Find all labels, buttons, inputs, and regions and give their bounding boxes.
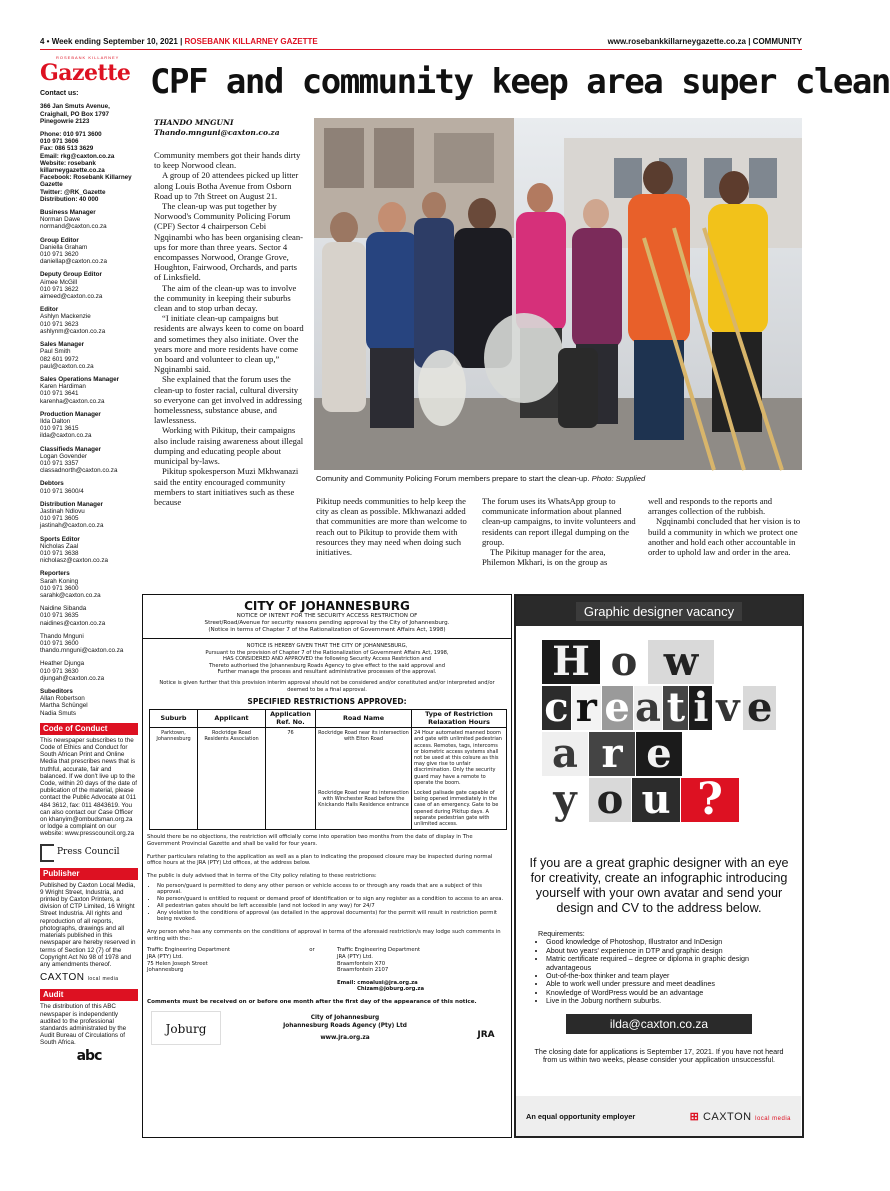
staff-entry bbox=[40, 446, 138, 475]
notice-title: CITY OF JOHANNESBURG bbox=[244, 599, 410, 613]
notice-given-1: NOTICE IS HEREBY GIVEN THAT THE CITY OF JOHANNESBURG, bbox=[246, 643, 408, 649]
masthead-sidebar bbox=[40, 55, 138, 1166]
ad-caxton-logo bbox=[690, 1110, 791, 1123]
paper-name: ROSEBANK KILLARNEY GAZETTE bbox=[184, 36, 318, 46]
requirement-item: • Out-of-the-box thinker and team player bbox=[546, 972, 780, 980]
ransom-letter: a bbox=[542, 732, 588, 776]
author-email[interactable]: Thando.mnguni@caxton.co.za bbox=[154, 128, 280, 137]
ransom-letter: i bbox=[689, 686, 712, 730]
ransom-letter: w bbox=[648, 640, 714, 684]
contact-details: Phone: 010 971 3600 010 971 3606 Fax: 086 513 3629 Email: rkg@caxton.co.za Website: rosebank killarneygazette.co.za Facebook: Rosebank Killarney Gazette Twitter: @RK_Gazette Distribution: 40 000 bbox=[40, 131, 132, 203]
staff-info: Logan Govender 010 971 3357 classadnorth@caxton.co.za bbox=[40, 452, 118, 475]
address-1: Traffic Engineering Department JRA (PTY) Ltd. 75 Helen Joseph Street Johannesburg bbox=[147, 947, 231, 974]
ad-requirements bbox=[516, 930, 802, 1006]
email-1[interactable]: Email: cmoalusi@jra.org.za bbox=[337, 979, 418, 986]
staff-entry bbox=[40, 501, 138, 530]
ransom-letters-headline bbox=[542, 640, 776, 846]
ransom-letter: v bbox=[713, 686, 742, 730]
publisher-text: Published by Caxton Local Media, 9 Wright Street, Industria, and printed by Caxton Printers, a division of CTP Limited, 16 Wright Street Industria. All rights and reproduction of all reports, photographs, drawings and all materials published in this newspaper are hereby reserved in terms of Section 12 (7) of the Copyright Act No 98 of 1978 and any amendments thereof. bbox=[40, 881, 136, 968]
staff-info: Ashlyn Mackenzie 010 971 3623 ashlynm@caxton.co.za bbox=[40, 313, 106, 335]
caption-text: Comunity and Community Policing Forum members prepare to start the clean-up. bbox=[316, 474, 590, 483]
staff-entry bbox=[40, 376, 138, 405]
article-paragraph: Working with Pikitup, their campaigns also include raising awareness about illegal dumping and educating people about municipal by-laws. bbox=[154, 425, 304, 467]
footer-url[interactable]: www.jra.org.za bbox=[320, 1034, 370, 1041]
article-paragraph: Community members got their hands dirty to keep Norwood clean. bbox=[154, 150, 301, 171]
letters-line bbox=[542, 732, 776, 776]
email-2[interactable]: Chizam@joburg.org.za bbox=[357, 986, 425, 993]
staff-entry bbox=[40, 688, 138, 717]
th-suburb: Suburb bbox=[150, 710, 198, 728]
staff-info: Sarah Koning 010 971 3600 sarahk@caxton.co.za bbox=[40, 577, 101, 599]
caxton-logo-sub: local media bbox=[87, 976, 119, 983]
staff-role: Sales Operations Manager bbox=[40, 375, 120, 383]
author-name: THANDO MNGUNI bbox=[154, 118, 234, 127]
cell-ref: 76 bbox=[266, 728, 316, 788]
staff-role: Business Manager bbox=[40, 209, 96, 217]
cell-empty bbox=[266, 788, 316, 830]
section-name: COMMUNITY bbox=[752, 36, 802, 46]
page-header bbox=[40, 34, 802, 48]
logo-subtitle: ROSEBANK KILLARNEY bbox=[56, 55, 120, 60]
staff-entry bbox=[40, 536, 138, 565]
notice-bullet: • Any violation to the conditions of approval (as detailed in the approval documents) for the permit will result in restriction permit being revoked. bbox=[157, 910, 507, 923]
jra-logo: JRA bbox=[477, 1029, 495, 1040]
cleanup-group-photo bbox=[314, 118, 802, 470]
ad-closing: The closing date for applications is September 17, 2021. If you have not heard from us within two weeks, please consider your application unsuccessful. bbox=[534, 1046, 784, 1065]
notice-sub-2: Street/Road/Avenue for security reasons pending approval by the City of Johannesburg. bbox=[204, 620, 450, 626]
th-ref: Application Ref. No. bbox=[266, 710, 316, 728]
requirement-item: • Matric certificate required – degree or diploma in graphic design advantageous bbox=[546, 955, 780, 972]
staff-role: Subeditors bbox=[40, 688, 73, 696]
ad-banner-text: Graphic designer vacancy bbox=[576, 602, 742, 621]
header-rule bbox=[40, 49, 802, 50]
table-header-row bbox=[150, 710, 507, 728]
staff-info: Allan Robertson Martha Schüngel Nadia Smuts bbox=[40, 695, 88, 717]
staff-info: Paul Smith 082 601 9972 paul@caxton.co.za bbox=[40, 348, 94, 370]
notice-addresses bbox=[143, 947, 511, 993]
article-paragraph: The Pikitup manager for the area, Philemon Mkhari, is on the group as bbox=[482, 547, 608, 568]
address-2: Traffic Engineering Department JRA (PTY) Ltd. Braamfontein X70 Braamfontein 2107 bbox=[337, 947, 421, 974]
req-list bbox=[546, 938, 780, 1005]
audit-heading: Audit bbox=[40, 989, 138, 1001]
article-paragraph: She explained that the forum uses the clean-up to foster racial, cultural diversity so everyone can get involved in addressing homelessness, substance abuse, and lawlessness. bbox=[154, 374, 302, 426]
staff-info: Heather Djunga 010 971 3630 djungah@caxton.co.za bbox=[40, 660, 105, 682]
notice-p3: The public is duly advised that in terms of the City policy relating to these restrictions: bbox=[147, 873, 377, 880]
staff-entry bbox=[40, 306, 138, 335]
staff-info: 010 971 3600/4 bbox=[40, 487, 84, 495]
press-council-icon bbox=[40, 844, 54, 862]
article-paragraph: Ngqinambi concluded that her vision is to build a community in which we protect one another and hold each other accountable in order to uphold law and order in the area. bbox=[648, 516, 801, 558]
footer-org: City of Johannesburg bbox=[310, 1014, 380, 1021]
cell-suburb: Parktown, Johannesburg bbox=[150, 728, 198, 788]
notice-sub-3: (Notice in terms of Chapter 7 of the Rationalization of Government Affairs Act, 1998) bbox=[208, 627, 446, 633]
footer-agency: Johannesburg Roads Agency (Pty) Ltd bbox=[283, 1022, 407, 1029]
staff-entry bbox=[40, 480, 138, 494]
article-photo bbox=[314, 118, 802, 470]
cell-road-2: Rockridge Road near its intersection with Winchester Road before the Knickando Halls Residence entrance bbox=[316, 788, 412, 830]
vacancy-ad bbox=[514, 594, 804, 1138]
staff-list bbox=[40, 209, 138, 717]
staff-role: Editor bbox=[40, 306, 59, 314]
staff-role: Deputy Group Editor bbox=[40, 271, 102, 279]
restrictions-table bbox=[149, 709, 507, 830]
article-column-2 bbox=[316, 496, 472, 586]
letters-line bbox=[542, 640, 776, 684]
notice-p4: Any person who has any comments on the conditions of approval in terms of the aforesaid restriction/s may lodge such comments in writing with the:- bbox=[147, 928, 501, 942]
notice-given-4: Thereto authorised the Johannesburg Roads Agency to give effect to the said approval and bbox=[208, 662, 446, 669]
ransom-letter: H bbox=[542, 640, 600, 684]
requirement-item: • Able to work well under pressure and meet deadlines bbox=[546, 980, 780, 988]
requirement-item: • Live in the Joburg northern suburbs. bbox=[546, 997, 780, 1005]
staff-role: Classifieds Manager bbox=[40, 445, 101, 453]
gazette-logo: Gazette bbox=[40, 60, 131, 87]
notice-given-3: HAS CONSIDERED AND APPROVED the following Security Access Restriction and bbox=[222, 656, 432, 663]
ransom-letter: r bbox=[572, 686, 601, 730]
staff-entry bbox=[40, 605, 138, 627]
article-paragraph: Pikitup needs communities to help keep the city as clean as possible. Mkhwanazi added that communities are more than welcome to reach out to Pikitup to provide them with resources they may need when doing such initiatives. bbox=[316, 496, 467, 558]
header-left: 4 • Week ending September 10, 2021 | ROSEBANK KILLARNEY GAZETTE bbox=[40, 36, 318, 46]
staff-info: Aimee McGill 010 971 3622 aimeed@caxton.co.za bbox=[40, 278, 103, 301]
requirement-item: • Good knowledge of Photoshop, Illustrator and InDesign bbox=[546, 938, 780, 946]
caxton-mark-icon: ⊞ bbox=[689, 1110, 700, 1123]
ad-caxton-sub: local media bbox=[755, 1115, 791, 1122]
table-row bbox=[150, 728, 507, 788]
cell-applicant: Rockridge Road Residents Association bbox=[198, 728, 266, 788]
notice-sub-1: NOTICE OF INTENT FOR THE SECURITY ACCESS RESTRICTION OF bbox=[236, 613, 418, 619]
article-paragraph: well and responds to the reports and arranges collection of the rubbish. bbox=[648, 496, 773, 517]
ransom-letter: r bbox=[589, 732, 635, 776]
staff-entry bbox=[40, 237, 138, 266]
staff-role: Sports Editor bbox=[40, 535, 80, 543]
cell-type-2: Locked palisade gate capable of being opened immediately in the case of an emergency. Gate to be opened during Pikitup days. A separate pedestrian gate with unlimited access. bbox=[412, 788, 507, 830]
staff-role: Production Manager bbox=[40, 410, 101, 418]
staff-entry bbox=[40, 660, 138, 682]
notice-interim: Notice is given further that this provision interim approval should not be considered and/or constituted and/or interpreted and/or deemed to be a final approval. bbox=[159, 679, 495, 693]
ad-email[interactable]: ilda@caxton.co.za bbox=[566, 1014, 752, 1034]
ransom-letter: c bbox=[542, 686, 571, 730]
notice-given bbox=[143, 643, 511, 676]
staff-entry bbox=[40, 271, 138, 300]
byline bbox=[154, 118, 304, 138]
notice-given-2: Pursuant to the provision of Chapter 7 of the Rationalization of Government Affairs Act, 1998, bbox=[205, 649, 449, 656]
ad-footer bbox=[516, 1096, 801, 1136]
caxton-logo-text: CAXTON bbox=[40, 972, 85, 984]
notice-rule bbox=[143, 638, 511, 639]
issue-date: Week ending September 10, 2021 bbox=[51, 36, 178, 46]
staff-entry bbox=[40, 411, 138, 440]
notice-bullet: • No person/guard is permitted to deny any other person or vehicle access to or through any roads that are a subject of this approval. bbox=[157, 883, 507, 896]
cell-empty bbox=[198, 788, 266, 830]
th-applicant: Applicant bbox=[198, 710, 266, 728]
article-column-1 bbox=[154, 150, 306, 584]
staff-info: Thando Mnguni 010 971 3600 thando.mnguni@caxton.co.za bbox=[40, 632, 124, 655]
cell-type-1: 24 Hour automated manned boom and gate with unlimited pedestrian access. Remotes, tags, intercoms or biometric access systems shall not be used at this colsure as this may give rise to unfair discrimination. Only the security guard may have a remote to operate the boom. bbox=[412, 728, 507, 788]
staff-info: Nicholas Zaal 010 971 3638 nicholasz@caxton.co.za bbox=[40, 542, 108, 565]
staff-info: Karen Hardiman 010 971 3641 karenha@caxton.co.za bbox=[40, 383, 105, 405]
article-headline: CPF and community keep area super clean bbox=[150, 62, 890, 102]
letters-line bbox=[542, 774, 776, 825]
article-paragraph: The aim of the clean-up was to involve the community in keeping their suburbs clean and to stop urban decay. bbox=[154, 282, 297, 314]
caption-credit: Photo: Supplied bbox=[591, 474, 646, 483]
requirement-item: • Knowledge of WordPress would be an advantage bbox=[546, 989, 780, 997]
staff-info: Ilda Dalton 010 971 3615 ilda@caxton.co.za bbox=[40, 417, 92, 440]
staff-role: Debtors bbox=[40, 480, 64, 488]
address-2-block bbox=[337, 947, 477, 993]
ransom-letter: a bbox=[634, 684, 661, 731]
ransom-letter: t bbox=[663, 686, 688, 730]
th-road: Road Name bbox=[316, 710, 412, 728]
staff-entry bbox=[40, 209, 138, 231]
equal-opportunity: An equal opportunity employer bbox=[526, 1111, 636, 1121]
coj-notice bbox=[142, 594, 512, 1138]
ransom-letter: e bbox=[743, 686, 776, 730]
notice-p1: Should there be no objections, the restriction will officially come into operation two months from the date of display in The Government Provincial Gazette and shall be valid for four years. bbox=[147, 834, 473, 847]
notice-body bbox=[143, 834, 511, 942]
requirement-item: • About two years' experience in DTP and graphic design bbox=[546, 947, 780, 955]
ransom-letter: ? bbox=[681, 778, 739, 822]
th-type: Type of Restriction Relaxation Hours bbox=[412, 710, 507, 728]
article-paragraph: Pikitup spokesperson Muzi Mkhwanazi said the entity encouraged community members to start initiatives such as these because bbox=[154, 466, 299, 507]
staff-role: Sales Manager bbox=[40, 341, 85, 349]
notice-deadline: Comments must be received on or before one month after the first day of the appearance of this notice. bbox=[147, 998, 477, 1005]
press-council-logo bbox=[40, 844, 138, 862]
restrictions-heading: SPECIFIED RESTRICTIONS APPROVED: bbox=[247, 697, 407, 707]
address-or: or bbox=[309, 947, 315, 954]
contact-address: 366 Jan Smuts Avenue, Craighall, PO Box 1797 Pinegowrie 2123 bbox=[40, 103, 110, 125]
article-column-3 bbox=[482, 496, 638, 586]
notice-bullet: • No person/guard is entitled to request or demand proof of identification or to sign any register as a condition to access to an area. bbox=[157, 896, 507, 903]
cell-road-1: Rockridge Road near its intersection with Elton Road bbox=[316, 728, 412, 788]
article-paragraph: The clean-up was put together by Norwood's Community Policing Forum (CPF) Sector 4 chairperson Cebi Ngqinambi who has been organising clean-ups for more than three years. Sector 4 encompasses Norwood, Orange Grove, Houghton, Fairwood, Orchards, and parts of Linksfield. bbox=[154, 201, 304, 283]
article-paragraph: The forum uses its WhatsApp group to communicate information about planned clean-up campaigns, to invite volunteers and residents can report illegal dumping on the group. bbox=[482, 496, 636, 547]
notice-bullet: • All pedestrian gates should be left accessible (and not locked in any way) for 24/7 bbox=[157, 903, 507, 910]
photo-caption bbox=[316, 474, 802, 484]
abc-logo: abc bbox=[76, 1047, 102, 1064]
letters-line bbox=[542, 686, 776, 730]
publisher-heading: Publisher bbox=[40, 868, 138, 880]
caxton-logo bbox=[40, 974, 138, 983]
article-paragraph: A group of 20 attendees picked up litter along Louis Botha Avenue from Osborn Road up to 7th Street on August 21. bbox=[154, 170, 299, 201]
paper-url[interactable]: www.rosebankkillarneygazette.co.za bbox=[607, 36, 746, 46]
ransom-letter: u bbox=[632, 778, 680, 822]
joburg-logo: Joburg bbox=[151, 1011, 221, 1045]
notice-given-5: Further manage the process and resultant administrative processes of the approval. bbox=[217, 669, 437, 676]
req-title: Requirements: bbox=[538, 929, 585, 938]
table-row bbox=[150, 788, 507, 830]
ransom-letter: o bbox=[601, 640, 647, 684]
audit-text: The distribution of this ABC newspaper is independently audited to the professional standards administrated by the Audit Bureau of Circulations of South Africa. bbox=[40, 1003, 127, 1047]
notice-p2: Further particulars relating to the application as well as a plan to indicating the proposed closure may be inspected during normal office hours at the JRA (PTY) Ltd offices, at the address below. bbox=[147, 853, 493, 867]
ad-banner bbox=[516, 596, 802, 626]
article-column-4 bbox=[648, 496, 802, 586]
code-of-conduct-heading: Code of Conduct bbox=[40, 723, 138, 735]
ransom-letter: e bbox=[636, 732, 682, 776]
staff-role: Distribution Manager bbox=[40, 500, 103, 508]
code-of-conduct-text: This newspaper subscribes to the Code of Ethics and Conduct for South African Print and Online Media that prescribes news that is truthful, accurate, fair and balanced. If we don't live up to the Code, within 20 days of the date of publication of the material, please contact the Public Advocate at 011 484 3612, fax: 011 4843619. You can also contact our Case Officer on khanyim@ombudsman.org.za or lodge a complaint on our website: www.presscouncil.org.za bbox=[40, 736, 137, 838]
article-paragraph: “I initiate clean-up campaigns but residents are always keen to come on board and sometimes they also initiate. Over the years more and more residents have come on board and volunteer to clean up,” Ngqinambi said. bbox=[154, 313, 304, 375]
contact-title: Contact us: bbox=[40, 90, 79, 98]
ad-caxton-text: CAXTON bbox=[702, 1110, 752, 1123]
page-number: 4 bbox=[40, 36, 45, 46]
staff-entry bbox=[40, 341, 138, 370]
cell-empty bbox=[150, 788, 198, 830]
notice-bullets bbox=[157, 883, 507, 923]
notice-footer bbox=[143, 1011, 511, 1045]
ad-body: If you are a great graphic designer with an eye for creativity, create an infographic introducing yourself with your own avatar and send your design and CV to the address below. bbox=[529, 856, 789, 915]
press-council-text: Press Council bbox=[57, 847, 120, 858]
staff-info: Naidine Sibanda 010 971 3635 naidines@caxton.co.za bbox=[40, 605, 106, 627]
header-right: www.rosebankkillarneygazette.co.za | COMMUNITY bbox=[607, 36, 802, 46]
notice-footer-text bbox=[283, 1014, 407, 1042]
staff-entry bbox=[40, 633, 138, 655]
staff-role: Group Editor bbox=[40, 236, 79, 244]
ransom-letter: y bbox=[542, 778, 588, 822]
ransom-letter: o bbox=[589, 778, 631, 822]
staff-info: Daniella Graham 010 971 3620 daniellap@caxton.co.za bbox=[40, 243, 107, 266]
staff-info: Norman Dawe normand@caxton.co.za bbox=[40, 216, 107, 231]
staff-entry bbox=[40, 570, 138, 599]
ransom-letter: e bbox=[602, 686, 633, 730]
staff-info: Jastinah Ndlovu 010 971 3605 jastinah@caxton.co.za bbox=[40, 507, 104, 530]
staff-role: Reporters bbox=[40, 570, 70, 578]
